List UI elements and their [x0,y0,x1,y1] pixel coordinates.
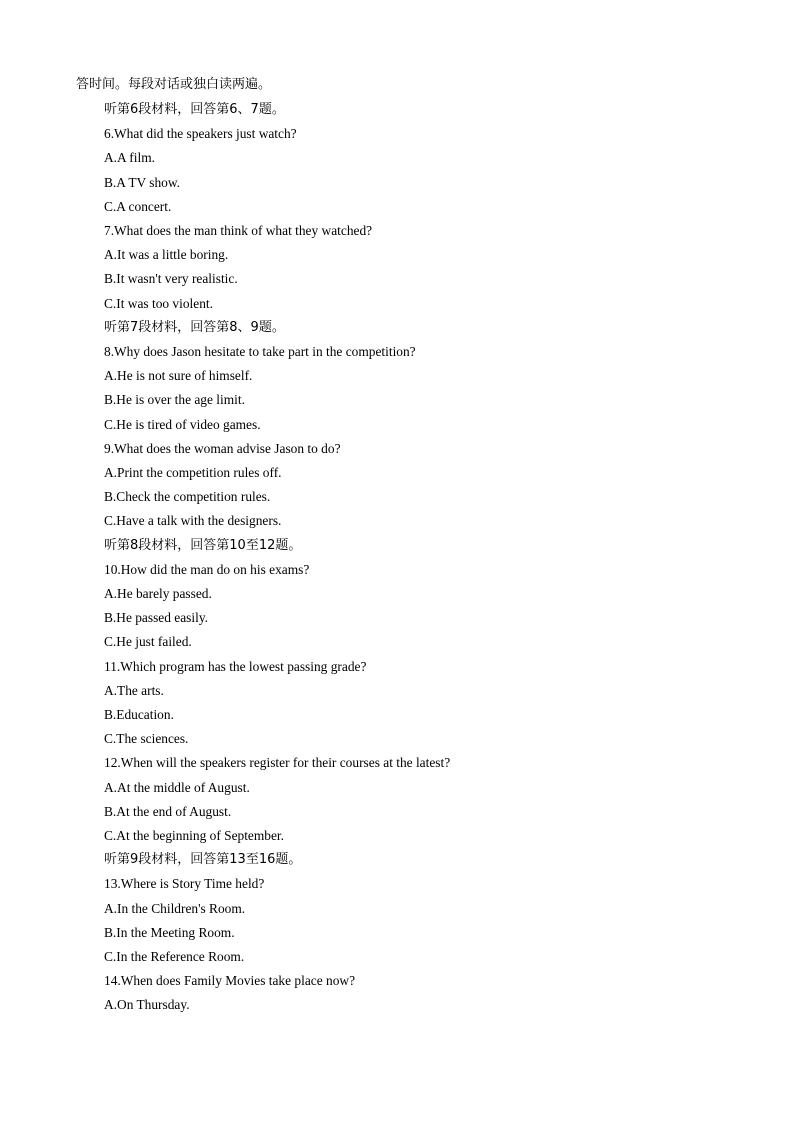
answer-option: A.On Thursday. [104,997,190,1013]
answer-option: B.In the Meeting Room. [104,924,235,940]
answer-option: B.At the end of August. [104,803,232,819]
question-text: 14.When does Family Movies take place now? [104,973,356,989]
intro-text: 答时间。每段对话或独白读两遍。 [76,77,272,92]
section-heading: 听第8段材料，回答第10至12题。 [104,537,302,553]
answer-option: A.At the middle of August. [104,779,250,795]
question-text: 12.When will the speakers register for their courses at the latest? [104,755,451,771]
answer-option: B.He passed easily. [104,610,208,626]
answer-option: B.Check the competition rules. [104,489,271,505]
question-text: 6.What did the speakers just watch? [104,126,297,142]
answer-option: C.It was too violent. [104,295,213,311]
answer-option: C.He is tired of video games. [104,416,261,432]
answer-option: C.A concert. [104,198,172,214]
answer-option: C.He just failed. [104,634,192,650]
question-text: 9.What does the woman advise Jason to do? [104,440,341,456]
section-heading: 听第6段材料，回答第6、7题。 [104,102,285,117]
question-text: 11.Which program has the lowest passing grade? [104,658,367,674]
answer-option: A.A film. [104,150,155,166]
answer-option: A.The arts. [104,682,164,698]
question-text: 7.What does the man think of what they watched? [104,223,373,238]
answer-option: B.He is over the age limit. [104,392,245,408]
answer-option: A.In the Children's Room. [104,900,246,916]
section-heading: 听第9段材料，回答第13至16题。 [104,852,302,868]
question-text: 13.Where is Story Time held? [104,876,265,892]
answer-option: B.Education. [104,707,174,722]
answer-option: B.A TV show. [104,174,181,190]
question-text: 10.How did the man do on his exams? [104,561,310,577]
answer-option: A.It was a little boring. [104,247,229,263]
answer-option: A.Print the competition rules off. [104,465,282,480]
answer-option: A.He barely passed. [104,586,212,601]
answer-option: C.Have a talk with the designers. [104,513,282,529]
answer-option: A.He is not sure of himself. [104,368,253,384]
section-heading: 听第7段材料，回答第8、9题。 [104,319,285,335]
answer-option: B.It wasn't very realistic. [104,271,238,287]
answer-option: C.The sciences. [104,731,189,747]
answer-option: C.At the beginning of September. [104,828,285,843]
question-text: 8.Why does Jason hesitate to take part in the competition? [104,344,416,359]
answer-option: C.In the Reference Room. [104,949,245,964]
